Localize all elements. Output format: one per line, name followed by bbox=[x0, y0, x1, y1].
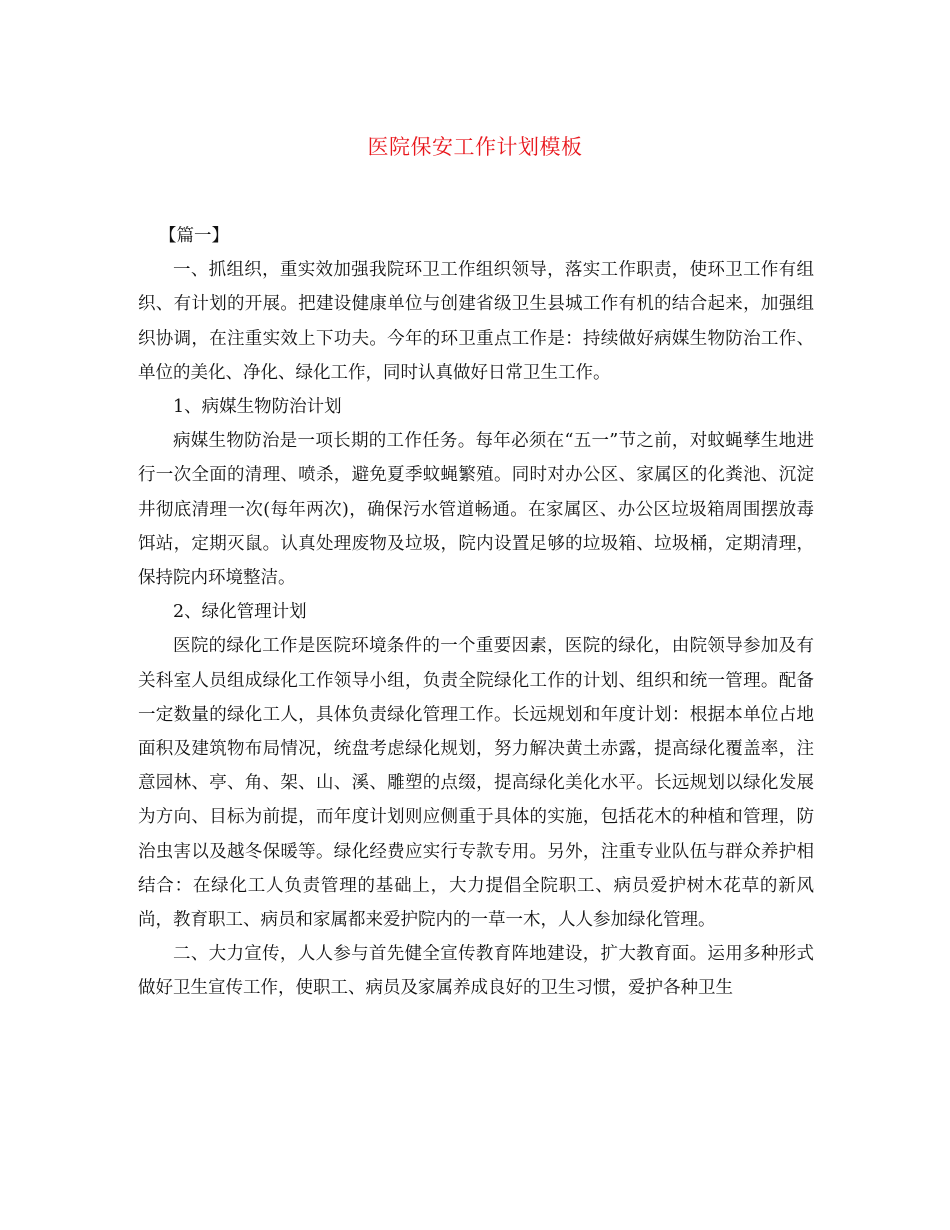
paragraph: 一、抓组织，重实效加强我院环卫工作组织领导，落实工作职责，使环卫工作有组织、有计划的开展。把建设健康单位与创建省级卫生县城工作有机的结合起来，加强组织协调，在注重实效上下功夫。今年的环卫重点工作是：持续做好病媒生物防治工作、单位的美化、净化、绿化工作，同时认真做好日常卫生工作。 bbox=[138, 260, 814, 383]
paragraph: 医院的绿化工作是医院环境条件的一个重要因素，医院的绿化，由院领导参加及有关科室人员组成绿化工作领导小组，负责全院绿化工作的计划、组织和统一管理。配备一定数量的绿化工人，具体负责绿化管理工作。长远规划和年度计划：根据本单位占地面积及建筑物布局情况，统盘考虑绿化规划，努力解决黄土赤露，提高绿化覆盖率，注意园林、亭、角、架、山、溪、雕塑的点缀，提高绿化美化水平。长远规划以绿化发展为方向、目标为前提，而年度计划则应侧重于具体的实施，包括花木的种植和管理，防治虫害以及越冬保暖等。绿化经费应实行专款专用。另外，注重专业队伍与群众养护相结合：在绿化工人负责管理的基础上，大力提倡全院职工、病员爱护树木花草的新风尚，教育职工、病员和家属都来爱护院内的一草一木，人人参加绿化管理。 bbox=[138, 636, 814, 931]
subheading: 2、绿化管理计划 bbox=[173, 602, 307, 623]
section-label: 【篇一】 bbox=[159, 226, 229, 246]
document-title: 医院保安工作计划模板 bbox=[367, 135, 583, 159]
paragraph: 二、大力宣传，人人参与首先健全宣传教育阵地建设，扩大教育面。运用多种形式做好卫生宣传工作，使职工、病员及家属养成良好的卫生习惯，爱护各种卫生 bbox=[138, 944, 814, 999]
subheading: 1、病媒生物防治计划 bbox=[173, 397, 342, 418]
document-body bbox=[138, 219, 814, 1006]
paragraph: 病媒生物防治是一项长期的工作任务。每年必须在“五一”节之前，对蚊蝇孳生地进行一次全面的清理、喷杀，避免夏季蚊蝇繁殖。同时对办公区、家属区的化粪池、沉淀井彻底清理一次(每年两次)，确保污水管道畅通。在家属区、办公区垃圾箱周围摆放毒饵站，定期灭鼠。认真处理废物及垃圾，院内设置足够的垃圾箱、垃圾桶，定期清理，保持院内环境整洁。 bbox=[138, 431, 814, 589]
